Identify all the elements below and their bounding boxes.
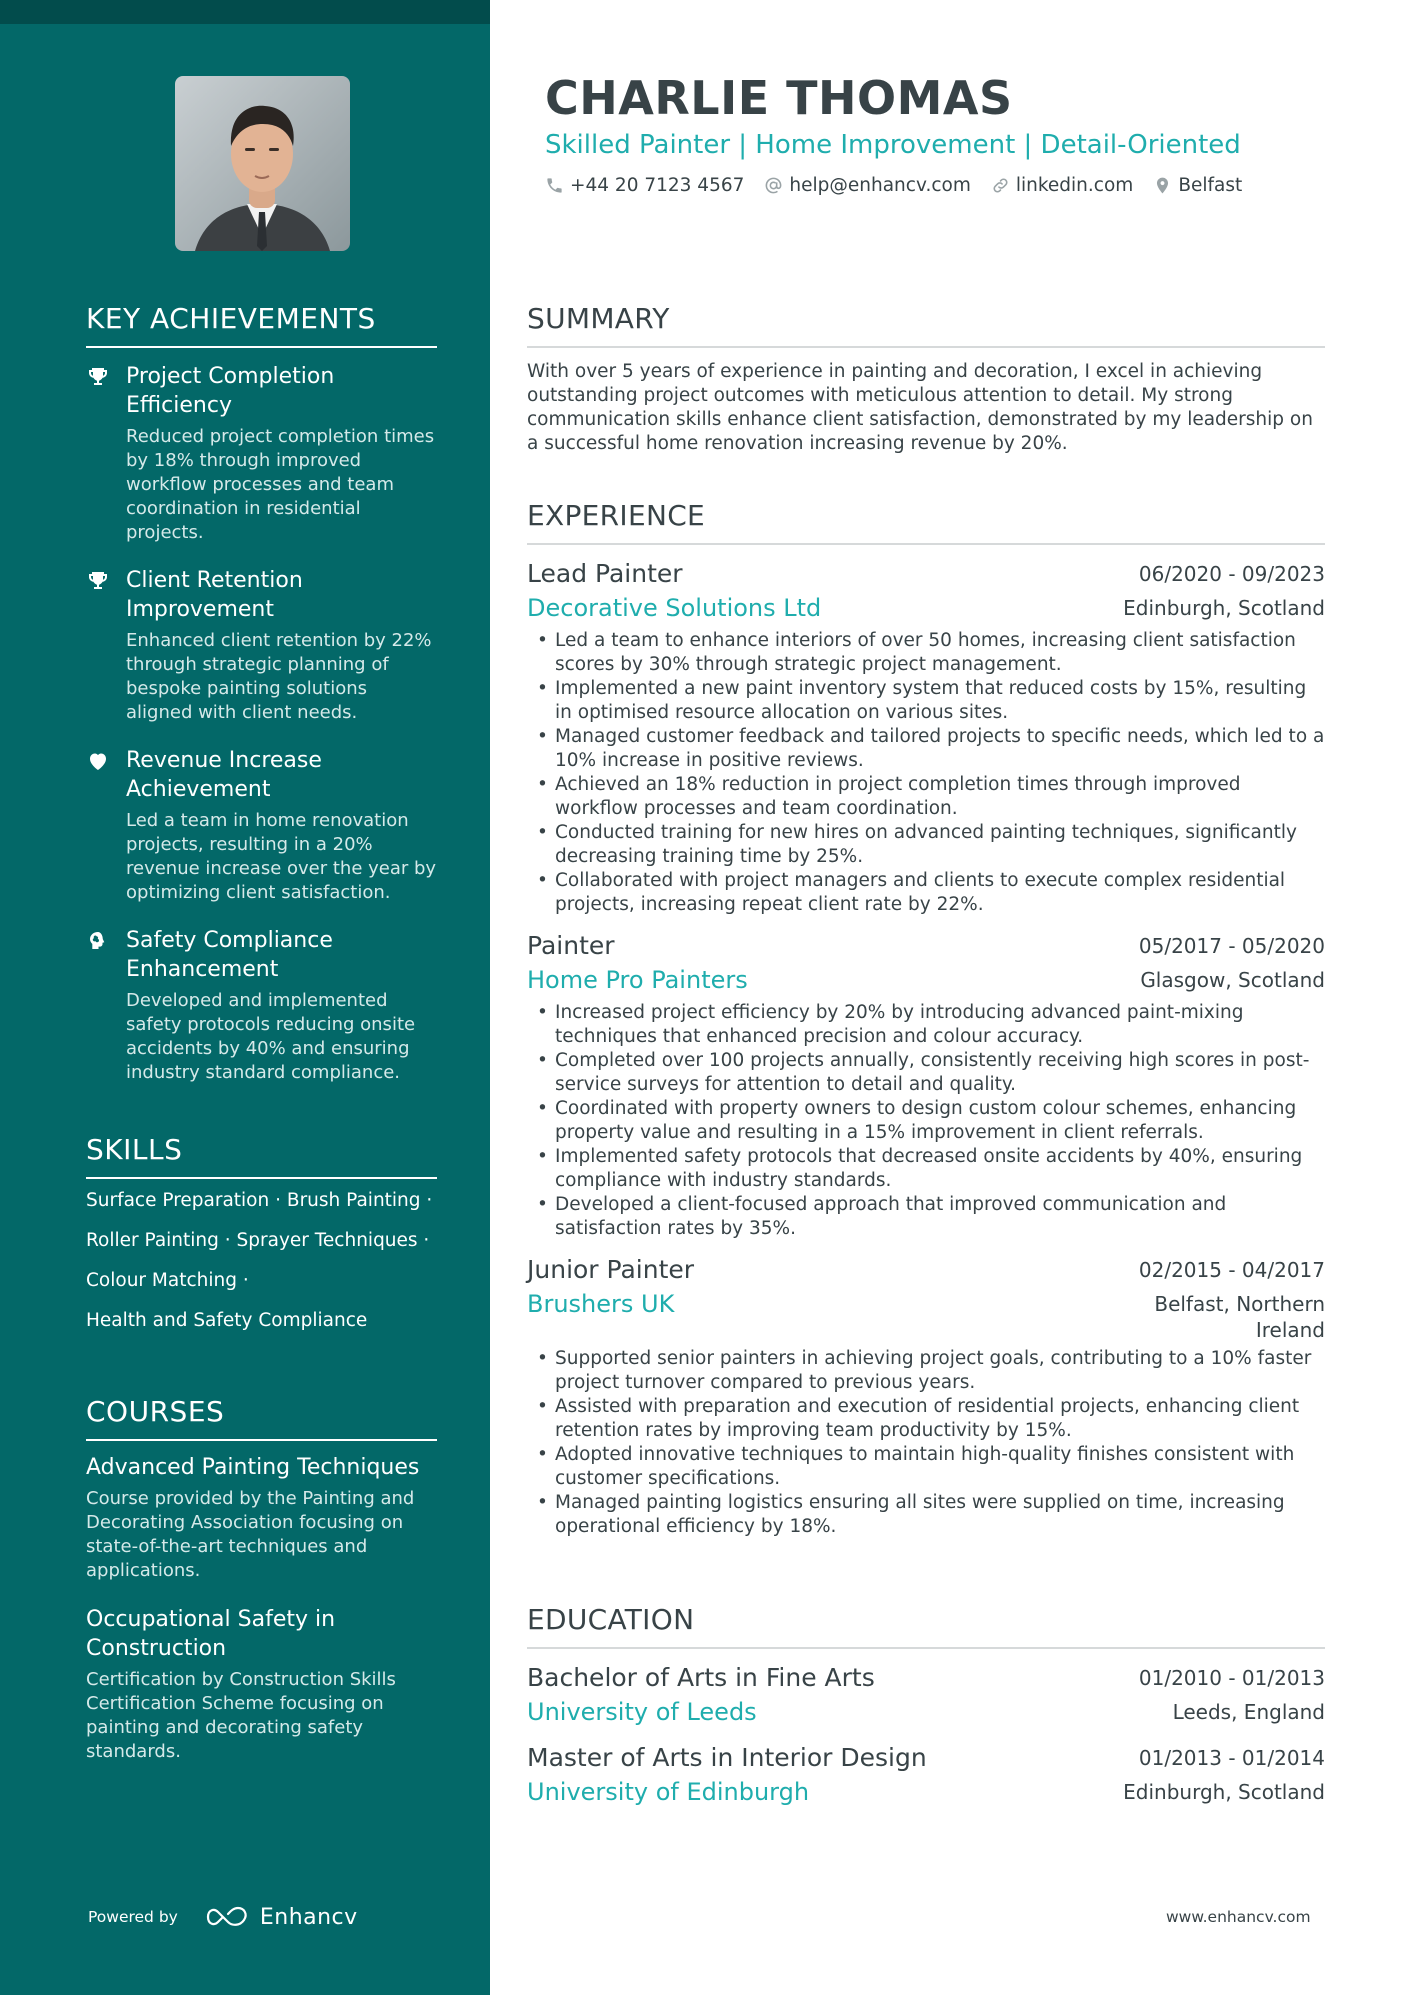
achievement-title: Revenue Increase Achievement <box>126 748 322 802</box>
powered-by-label: Powered by <box>88 1908 178 1926</box>
courses-section <box>86 1395 437 1786</box>
job-company: Home Pro Painters <box>527 966 748 994</box>
key-achievements-section <box>86 302 437 1106</box>
course-item <box>86 1453 437 1583</box>
job-entry <box>527 1253 1325 1539</box>
job-title: Junior Painter <box>527 1255 695 1284</box>
courses-heading: COURSES <box>86 1395 437 1441</box>
job-bullet: • Implemented safety protocols that decreased onsite accidents by 40%, ensuring compliance with industry standards. <box>537 1145 1325 1193</box>
job-location: Glasgow, Scotland <box>1140 968 1325 992</box>
education-section <box>527 1603 1325 1821</box>
job-location: Edinburgh, Scotland <box>1123 596 1325 620</box>
job-entry <box>527 929 1325 1241</box>
enhancv-brand: Enhancv <box>259 1904 358 1930</box>
candidate-name: CHARLIE THOMAS <box>545 71 1013 125</box>
job-bullet: • Supported senior painters in achieving project goals, contributing to a 10% faster project turnover compared to previous years. <box>537 1347 1325 1395</box>
course-title: Occupational Safety in Construction <box>86 1607 336 1661</box>
email-text: help@enhancv.com <box>789 175 971 196</box>
job-bullet: • Achieved an 18% reduction in project completion times through improved workflow processes and team coordination. <box>537 773 1325 821</box>
achievement-item <box>86 566 437 725</box>
enhancv-logo[interactable] <box>204 1904 358 1930</box>
phone-text: +44 20 7123 4567 <box>570 175 745 196</box>
location-pin-icon <box>1153 176 1172 195</box>
achievement-description: Reduced project completion times by 18% through improved workflow processes and team coordination in residential projects. <box>126 426 435 543</box>
sidebar-top-bar <box>0 0 490 24</box>
job-bullet: • Coordinated with property owners to design custom colour schemes, enhancing property value and resulting in a 15% improvement in client referrals. <box>537 1097 1325 1145</box>
education-dates: 01/2013 - 01/2014 <box>1138 1746 1325 1770</box>
job-title: Lead Painter <box>527 559 683 588</box>
resume-header <box>545 70 1325 196</box>
job-bullet: • Led a team to enhance interiors of over 50 homes, increasing client satisfaction scores by 30% through strategic project management. <box>537 629 1325 677</box>
achievement-title: Project Completion Efficiency <box>126 364 335 418</box>
achievement-description: Developed and implemented safety protocols reducing onsite accidents by 40% and ensuring industry standard compliance. <box>126 990 416 1083</box>
experience-heading: EXPERIENCE <box>527 499 1325 545</box>
contact-location <box>1153 175 1242 196</box>
brain-icon <box>86 926 126 1085</box>
job-company: Decorative Solutions Ltd <box>527 594 822 622</box>
skill-line: Surface Preparation · Brush Painting · <box>86 1190 433 1211</box>
job-bullet: • Managed painting logistics ensuring all sites were supplied on time, increasing operational efficiency by 18%. <box>537 1491 1325 1539</box>
education-location: Leeds, England <box>1172 1700 1325 1724</box>
skills-heading: SKILLS <box>86 1133 437 1179</box>
education-heading: EDUCATION <box>527 1603 1325 1649</box>
job-entry <box>527 557 1325 917</box>
trophy-icon <box>86 566 126 725</box>
education-school: University of Edinburgh <box>527 1778 810 1806</box>
job-bullet: • Adopted innovative techniques to maintain high-quality finishes consistent with customer specifications. <box>537 1443 1325 1491</box>
skill-line: Roller Painting · Sprayer Techniques · <box>86 1230 430 1251</box>
location-text: Belfast <box>1178 175 1243 196</box>
job-bullet: • Collaborated with project managers and clients to execute complex residential projects, increasing repeat client rate by 22%. <box>537 869 1325 917</box>
education-location: Edinburgh, Scotland <box>1123 1780 1325 1804</box>
contact-linkedin[interactable] <box>991 175 1133 196</box>
achievement-item <box>86 746 437 905</box>
achievement-title: Safety Compliance Enhancement <box>126 928 333 982</box>
job-dates: 06/2020 - 09/2023 <box>1138 562 1325 586</box>
enhancv-logo-icon <box>204 1904 252 1930</box>
key-achievements-heading: KEY ACHIEVEMENTS <box>86 302 437 348</box>
achievement-description: Enhanced client retention by 22% through strategic planning of bespoke painting solutions aligned with client needs. <box>126 630 432 723</box>
contact-email[interactable] <box>764 175 970 196</box>
job-location: Belfast, Northern Ireland <box>1154 1292 1325 1342</box>
heart-icon <box>86 746 126 905</box>
job-bullet: • Conducted training for new hires on advanced painting techniques, significantly decreasing training time by 25%. <box>537 821 1325 869</box>
contact-phone[interactable] <box>545 175 744 196</box>
job-bullet: • Increased project efficiency by 20% by introducing advanced paint-mixing techniques that enhanced precision and colour accuracy. <box>537 1001 1325 1049</box>
job-dates: 02/2015 - 04/2017 <box>1138 1258 1325 1282</box>
job-bullet: • Managed customer feedback and tailored projects to specific needs, which led to a 10% increase in positive reviews. <box>537 725 1325 773</box>
job-bullet: • Implemented a new paint inventory system that reduced costs by 15%, resulting in optimised resource allocation on various sites. <box>537 677 1325 725</box>
summary-section <box>527 302 1325 456</box>
education-school: University of Leeds <box>527 1698 757 1726</box>
link-icon <box>991 176 1010 195</box>
summary-text: With over 5 years of experience in painting and decoration, I excel in achieving outstanding project outcomes with meticulous attention to detail. My strong communication skills enhance client satisfaction, demonstrated by my leadership on a successful home renovation increasing revenue by 20%. <box>527 361 1313 454</box>
education-entry <box>527 1741 1325 1809</box>
job-bullet: • Developed a client-focused approach that improved communication and satisfaction rates by 35%. <box>537 1193 1325 1241</box>
achievement-item <box>86 362 437 545</box>
job-bullets <box>537 1347 1325 1539</box>
skill-line: Health and Safety Compliance <box>86 1310 368 1331</box>
achievement-title: Client Retention Improvement <box>126 568 303 622</box>
experience-section <box>527 499 1325 1539</box>
job-bullets <box>537 629 1325 917</box>
education-dates: 01/2010 - 01/2013 <box>1138 1666 1325 1690</box>
job-company: Brushers UK <box>527 1290 675 1318</box>
profile-photo <box>175 76 350 251</box>
skills-section <box>86 1133 437 1349</box>
trophy-icon <box>86 362 126 545</box>
education-degree: Bachelor of Arts in Fine Arts <box>527 1663 875 1692</box>
achievement-description: Led a team in home renovation projects, resulting in a 20% revenue increase over the year by optimizing client satisfaction. <box>126 810 437 903</box>
at-icon <box>764 176 783 195</box>
job-dates: 05/2017 - 05/2020 <box>1138 934 1325 958</box>
job-title: Painter <box>527 931 615 960</box>
job-bullet: • Assisted with preparation and execution of residential projects, enhancing client retention rates by improving team productivity by 15%. <box>537 1395 1325 1443</box>
education-entry <box>527 1661 1325 1729</box>
footer-url[interactable]: www.enhancv.com <box>1166 1908 1311 1926</box>
contact-row <box>545 175 1325 196</box>
job-bullets <box>537 1001 1325 1241</box>
candidate-subtitle: Skilled Painter | Home Improvement | Detail-Oriented <box>545 130 1241 160</box>
phone-icon <box>545 176 564 195</box>
summary-heading: SUMMARY <box>527 302 1325 348</box>
education-degree: Master of Arts in Interior Design <box>527 1743 927 1772</box>
achievement-item <box>86 926 437 1085</box>
powered-by <box>88 1904 358 1930</box>
job-bullet: • Completed over 100 projects annually, consistently receiving high scores in post-service surveys for attention to detail and quality. <box>537 1049 1325 1097</box>
skill-line: Colour Matching · <box>86 1270 249 1291</box>
course-description: Course provided by the Painting and Decorating Association focusing on state-of-the-art techniques and applications. <box>86 1488 415 1581</box>
course-item <box>86 1605 437 1764</box>
course-description: Certification by Construction Skills Certification Scheme focusing on painting and decorating safety standards. <box>86 1669 396 1762</box>
linkedin-text: linkedin.com <box>1015 175 1134 196</box>
sidebar <box>0 0 490 1995</box>
course-title: Advanced Painting Techniques <box>86 1455 420 1480</box>
